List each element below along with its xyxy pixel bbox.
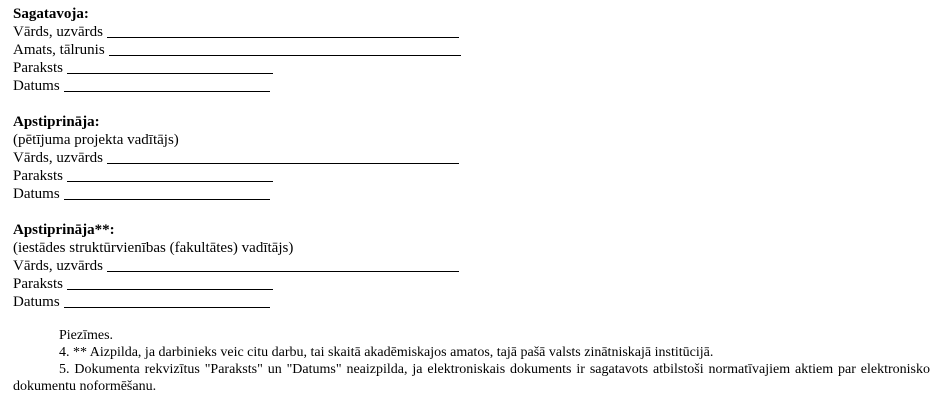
position-phone-field [13,41,928,59]
date-field [13,77,928,95]
signature-field [13,167,928,185]
field-label: Amats, tālrunis [13,42,105,58]
name-field [13,257,928,275]
prepared-by-section [13,5,928,95]
field-label: Datums [13,78,60,94]
section-subtitle: (iestādes struktūrvienības (fakultātes) vadītājs) [13,240,294,256]
section-heading: Sagatavoja: [13,6,89,22]
field-label: Paraksts [13,60,63,76]
note-4: 4. ** Aizpilda, ja darbinieks veic citu darbu, tai skaitā akadēmiskajos amatos, tajā pašā valsts zinātniskajā institūcijā. [59,345,714,360]
signature-blank-line[interactable] [67,59,273,74]
date-blank-line[interactable] [64,293,270,308]
notes-title: Piezīmes. [59,328,114,343]
date-blank-line[interactable] [64,77,270,92]
field-label: Datums [13,294,60,310]
date-field [13,185,928,203]
field-label: Vārds, uzvārds [13,150,103,166]
name-blank-line[interactable] [107,23,459,38]
section-subtitle: (pētījuma projekta vadītājs) [13,132,179,148]
note-5: 5. Dokumenta rekvizītus "Paraksts" un "Datums" neaizpilda, ja elektroniskais dokuments ir sagatavots atbilstoši normatīvajiem aktiem par elektronisko dokumentu noformēšanu. [13,362,930,394]
field-label: Datums [13,186,60,202]
name-blank-line[interactable] [107,257,459,272]
date-blank-line[interactable] [64,185,270,200]
field-label: Vārds, uzvārds [13,24,103,40]
field-label: Paraksts [13,168,63,184]
signature-blank-line[interactable] [67,167,273,182]
position-phone-blank-line[interactable] [109,41,461,56]
signature-field [13,59,928,77]
notes-block [13,327,928,395]
section-heading: Apstiprināja**: [13,222,115,238]
section-heading: Apstiprināja: [13,114,100,130]
approved-by-unit-head-section [13,221,928,311]
field-label: Paraksts [13,276,63,292]
name-field [13,23,928,41]
name-field [13,149,928,167]
field-label: Vārds, uzvārds [13,258,103,274]
name-blank-line[interactable] [107,149,459,164]
date-field [13,293,928,311]
signature-blank-line[interactable] [67,275,273,290]
approved-by-project-leader-section [13,113,928,203]
signature-field [13,275,928,293]
signature-form [13,5,928,395]
